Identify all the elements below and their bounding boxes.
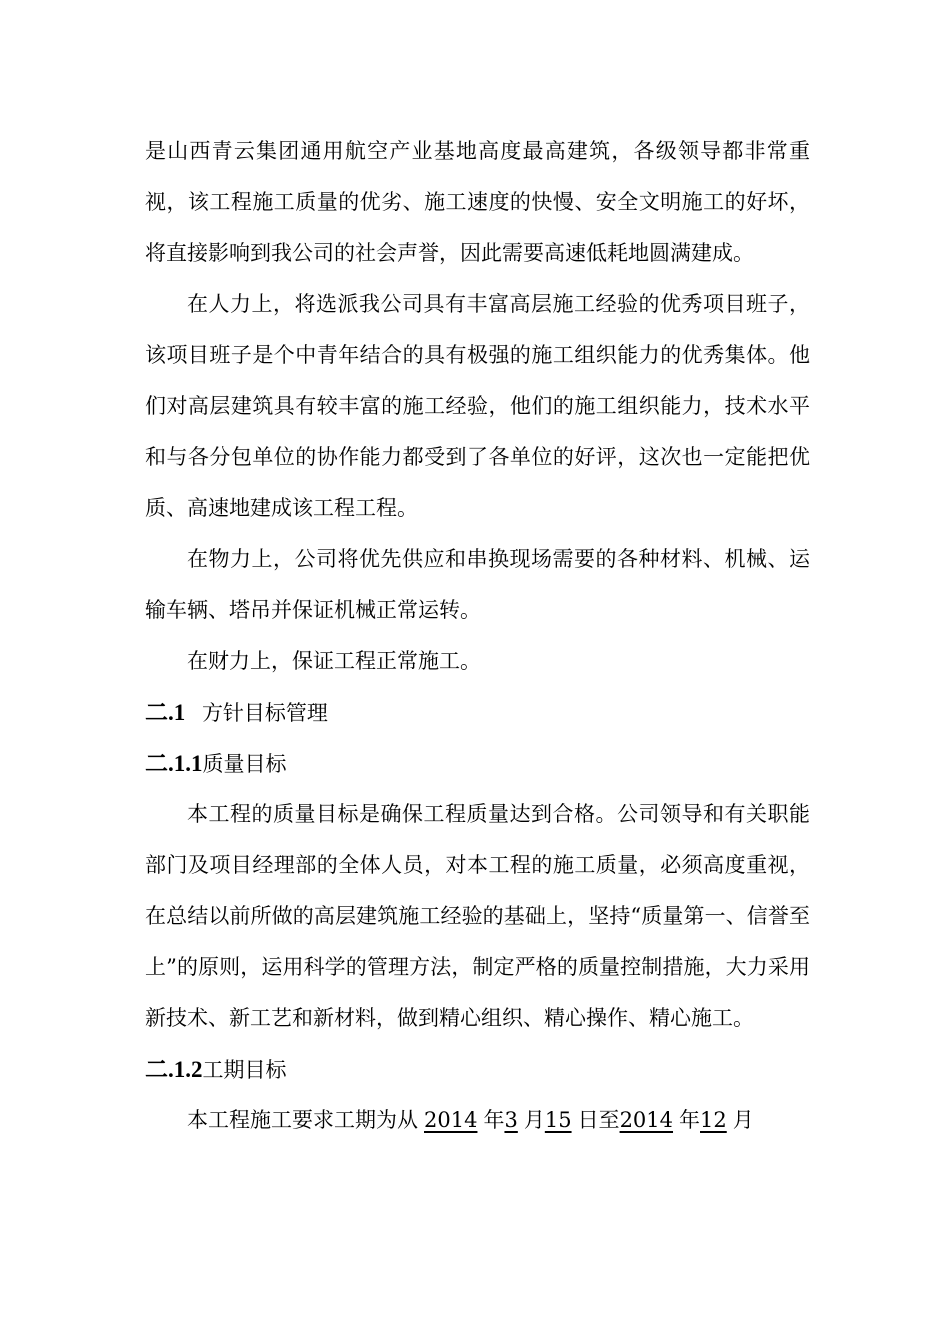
document-body [145, 126, 810, 1146]
paragraph-schedule-target [145, 1095, 810, 1146]
paragraph-manpower: 在人力上，将选派我公司具有丰富高层施工经验的优秀项目班子，该项目班子是个中青年结合的具有极强的施工组织能力的优秀集体。他们对高层建筑具有较丰富的施工经验，他们的施工组织能力，技术水平和与各分包单位的协作能力都受到了各单位的好评，这次也一定能把优质、高速地建成该工程工程。 [145, 292, 810, 520]
schedule-prefix: 本工程施工要求工期为从 [187, 1108, 418, 1132]
day-to-label: 日至 [577, 1108, 620, 1132]
heading-number: 二.1.2 [145, 1057, 203, 1082]
heading-title: 方针目标管理 [201, 701, 328, 725]
schedule-start-month: 3 [504, 1108, 518, 1132]
year-label: 年 [679, 1108, 701, 1132]
paragraph-project-importance: 是山西青云集团通用航空产业基地高度最高建筑，各级领导都非常重视，该工程施工质量的优劣、施工速度的快慢、安全文明施工的好坏，将直接影响到我公司的社会声誉，因此需要高速低耗地圆满建成。 [145, 139, 810, 265]
schedule-end-year: 2014 [619, 1108, 674, 1132]
heading-number: 二.1.1 [145, 751, 203, 776]
heading-quality-target [145, 738, 810, 789]
paragraph-material-resources: 在物力上，公司将优先供应和串换现场需要的各种材料、机械、运输车辆、塔吊并保证机械正常运转。 [145, 547, 810, 622]
heading-number: 二.1 [145, 700, 186, 725]
heading-policy-objectives [145, 687, 810, 738]
year-label: 年 [483, 1108, 505, 1132]
schedule-start-day: 15 [544, 1108, 572, 1132]
month-label: 月 [732, 1108, 754, 1132]
heading-title: 工期目标 [202, 1058, 287, 1082]
schedule-end-month: 12 [700, 1108, 727, 1132]
paragraph-quality-target: 本工程的质量目标是确保工程质量达到合格。公司领导和有关职能部门及项目经理部的全体人员，对本工程的施工质量，必须高度重视，在总结以前所做的高层建筑施工经验的基础上，坚持“质量第一、信誉至上”的原则，运用科学的管理方法，制定严格的质量控制措施，大力采用新技术、新工艺和新材料，做到精心组织、精心操作、精心施工。 [145, 802, 810, 1030]
heading-schedule-target [145, 1044, 810, 1095]
month-label: 月 [523, 1108, 545, 1132]
schedule-start-year: 2014 [424, 1108, 478, 1132]
heading-title: 质量目标 [202, 752, 287, 776]
paragraph-financial-resources: 在财力上，保证工程正常施工。 [187, 649, 481, 673]
